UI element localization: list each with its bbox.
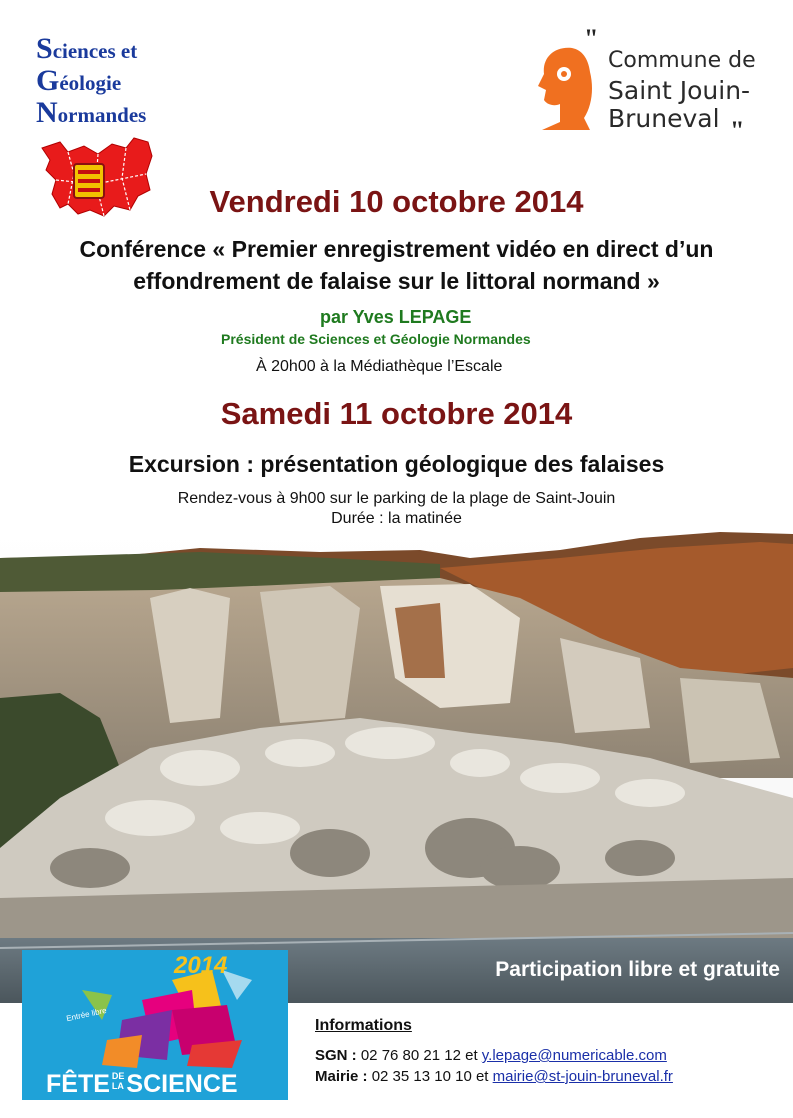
sgn-logo-line-3: Normandes (36, 96, 147, 129)
event2-date: Samedi 11 octobre 2014 (220, 396, 573, 431)
event1-speaker: par Yves LEPAGE (320, 307, 472, 327)
commune-line-1: Commune de (608, 48, 756, 73)
info-mairie-phone: 02 35 13 10 10 et (371, 1068, 489, 1085)
sgn-logo-line-2: Géologie (36, 64, 122, 97)
fete-de-la-science-logo (22, 950, 288, 1100)
cliff-collapse-photo (0, 528, 793, 1003)
commune-line-2: Saint Jouin- (608, 76, 751, 105)
mairie-email-link[interactable]: mairie@st-jouin-bruneval.fr (492, 1068, 673, 1085)
event1-time-place: À 20h00 à la Médiathèque l’Escale (256, 358, 503, 375)
open-quote-icon: " (584, 24, 599, 53)
profile-head-icon (532, 44, 594, 130)
fete-year: 2014 (174, 952, 228, 979)
participation-text: Participation libre et gratuite (495, 958, 780, 981)
sgn-logo-line-1: Sciences et (36, 32, 138, 65)
info-sgn-line (315, 1047, 667, 1064)
info-mairie-line (315, 1068, 673, 1085)
informations-title: Informations (315, 1017, 412, 1034)
fete-entry: Entrée libre (65, 1005, 108, 1024)
close-quote-icon: " (730, 116, 745, 145)
event1-date: Vendredi 10 octobre 2014 (209, 184, 584, 219)
info-sgn-label: SGN : (315, 1047, 357, 1064)
info-sgn-phone: 02 76 80 21 12 et (360, 1047, 478, 1064)
commune-logo (522, 24, 774, 144)
sgn-email-link[interactable]: y.lepage@numericable.com (481, 1047, 667, 1064)
commune-line-3: Bruneval (608, 104, 720, 133)
fete-title: FÊTE DE LA SCIENCE (46, 1070, 238, 1098)
info-mairie-label: Mairie : (315, 1068, 368, 1085)
event1-speaker-role: Président de Sciences et Géologie Normandes (221, 331, 531, 347)
event2-duration: Durée : la matinée (331, 510, 462, 527)
event1-title-line2: effondrement de falaise sur le littoral normand » (133, 268, 660, 294)
event1-title-line1: Conférence « Premier enregistrement vidéo en direct d’un (79, 236, 714, 262)
event2-title: Excursion : présentation géologique des falaises (128, 451, 665, 477)
event2-meeting: Rendez-vous à 9h00 sur le parking de la plage de Saint-Jouin (177, 490, 616, 507)
